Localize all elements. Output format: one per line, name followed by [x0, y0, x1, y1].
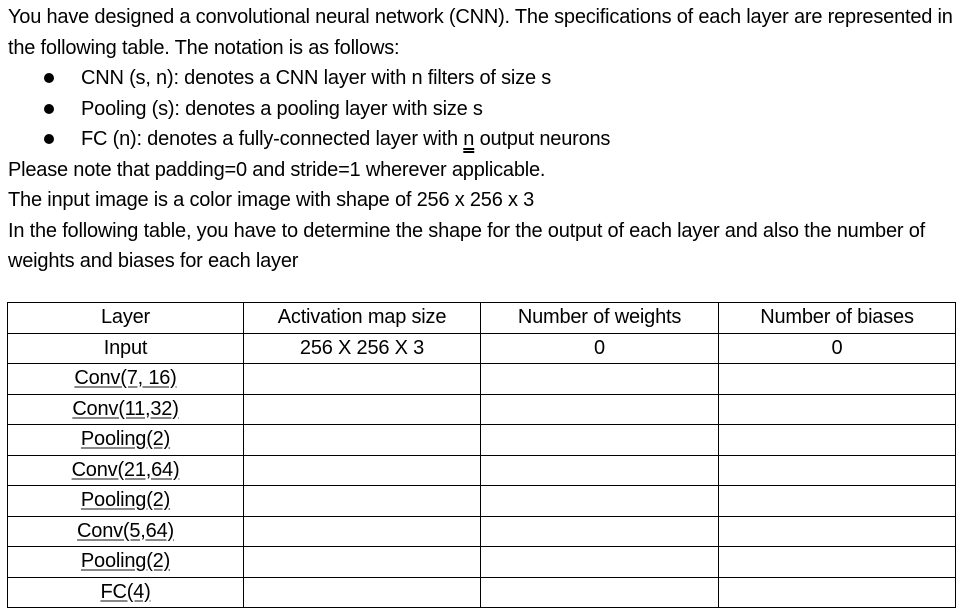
layer-name: Conv(5,64) — [77, 519, 174, 542]
layer-name: Pooling(2) — [80, 428, 171, 450]
biases-cell[interactable] — [719, 394, 956, 425]
problem-statement — [8, 2, 953, 277]
activation-cell: 256 X 256 X 3 — [244, 333, 481, 364]
activation-cell[interactable] — [244, 394, 481, 425]
biases-cell[interactable] — [719, 425, 956, 456]
weights-cell[interactable] — [481, 516, 719, 547]
activation-cell[interactable] — [244, 425, 481, 456]
table-row — [8, 394, 956, 425]
notation-pooling: Pooling (s): denotes a pooling layer with size s — [81, 97, 483, 120]
layer-cell — [8, 547, 244, 578]
weights-cell[interactable] — [481, 547, 719, 578]
layer-name: Conv(21,64) — [71, 458, 180, 481]
list-item — [8, 124, 953, 155]
table-header-row — [8, 303, 956, 334]
padding-note: Please note that padding=0 and stride=1 wherever applicable. — [8, 158, 546, 181]
biases-cell[interactable] — [719, 516, 956, 547]
biases-cell[interactable] — [719, 364, 956, 395]
table-row — [8, 547, 956, 578]
table-row — [8, 425, 956, 456]
notation-list — [8, 63, 953, 155]
layer-name: Conv(7, 16) — [74, 367, 177, 389]
notation-fc-n: n — [463, 128, 475, 150]
layer-name: Conv(11,32) — [72, 397, 179, 420]
intro-paragraph: You have designed a convolutional neural network (CNN). The specifications of each layer are represented in the following table. The notation is as follows: — [8, 6, 953, 59]
biases-cell: 0 — [719, 333, 956, 364]
list-item — [8, 63, 953, 94]
biases-cell[interactable] — [719, 547, 956, 578]
weights-cell[interactable] — [481, 364, 719, 395]
activation-cell[interactable] — [244, 455, 481, 486]
notation-cnn: CNN (s, n): denotes a CNN layer with n filters of size s — [81, 67, 552, 89]
layer-spec-table — [7, 302, 956, 608]
weights-cell[interactable] — [481, 394, 719, 425]
layer-name: FC(4) — [100, 580, 151, 603]
layer-cell — [8, 455, 244, 486]
weights-cell[interactable] — [481, 425, 719, 456]
table-row — [8, 455, 956, 486]
task-instructions: In the following table, you have to determine the shape for the output of each layer and also the number of weights and biases for each layer — [8, 219, 925, 272]
table-row — [8, 577, 956, 608]
table-row — [8, 364, 956, 395]
bullet-icon — [44, 73, 54, 83]
bullet-icon — [44, 134, 54, 144]
table-row — [8, 486, 956, 517]
activation-cell[interactable] — [244, 577, 481, 608]
activation-cell[interactable] — [244, 516, 481, 547]
header-layer: Layer — [8, 303, 244, 334]
activation-cell[interactable] — [244, 364, 481, 395]
activation-cell[interactable] — [244, 486, 481, 517]
table-row — [8, 333, 956, 364]
activation-cell[interactable] — [244, 547, 481, 578]
header-number-of-biases: Number of biases — [719, 303, 956, 334]
weights-cell[interactable] — [481, 486, 719, 517]
header-activation-map-size: Activation map size — [244, 303, 481, 334]
biases-cell[interactable] — [719, 577, 956, 608]
layer-cell — [8, 516, 244, 547]
layer-cell — [8, 425, 244, 456]
input-note: The input image is a color image with shape of 256 x 256 x 3 — [8, 189, 535, 211]
bullet-icon — [44, 104, 54, 114]
notation-fc-suffix: output neurons — [474, 128, 611, 150]
layer-name: Pooling(2) — [80, 489, 171, 511]
layer-cell: Input — [8, 333, 244, 364]
weights-cell[interactable] — [481, 455, 719, 486]
list-item — [8, 94, 953, 125]
weights-cell: 0 — [481, 333, 719, 364]
notation-fc-prefix: FC (n): denotes a fully-connected layer with — [81, 128, 464, 150]
weights-cell[interactable] — [481, 577, 719, 608]
biases-cell[interactable] — [719, 486, 956, 517]
table-row — [8, 516, 956, 547]
layer-cell — [8, 364, 244, 395]
header-number-of-weights: Number of weights — [481, 303, 719, 334]
biases-cell[interactable] — [719, 455, 956, 486]
layer-cell — [8, 486, 244, 517]
layer-cell — [8, 577, 244, 608]
layer-name: Pooling(2) — [80, 550, 171, 572]
layer-cell — [8, 394, 244, 425]
